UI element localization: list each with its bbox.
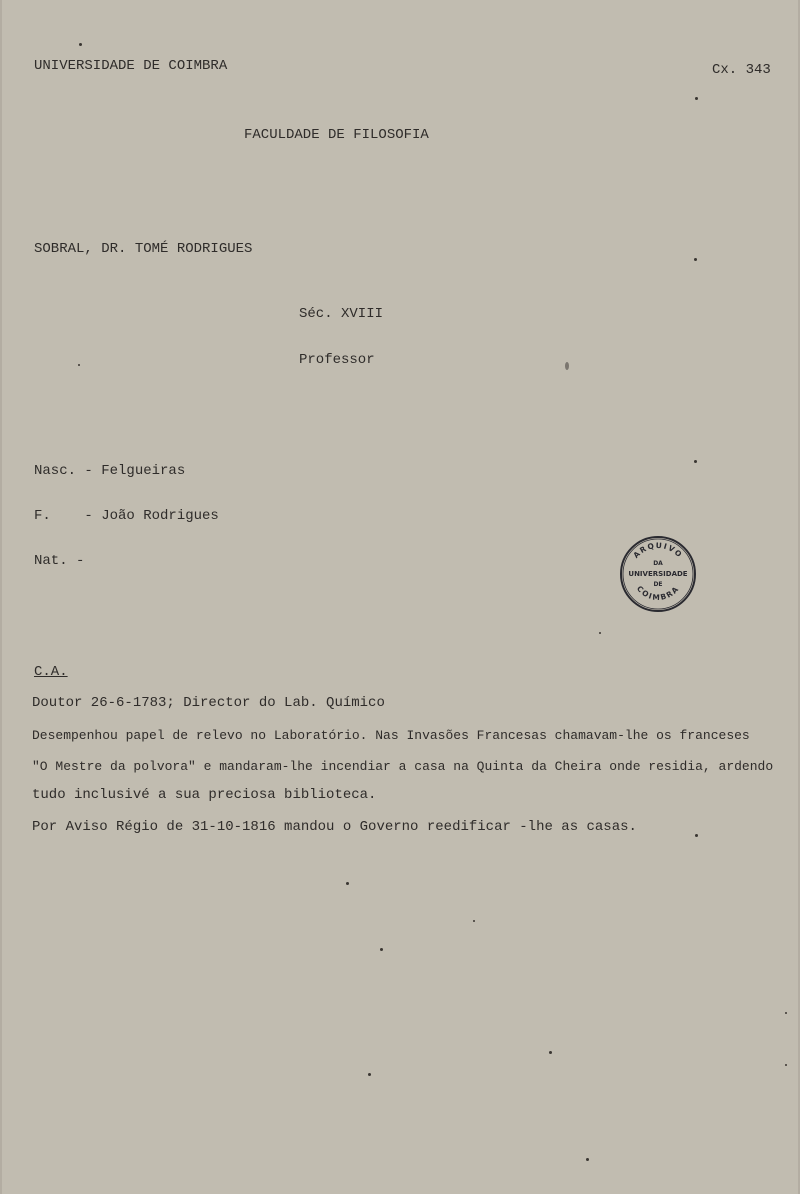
paper-speck <box>694 460 697 463</box>
paper-speck <box>346 882 349 885</box>
paper-speck <box>78 364 80 366</box>
natural-field: Nat. - <box>34 553 85 569</box>
paper-speck <box>785 1064 787 1066</box>
note-line: "O Mestre da polvora" e mandaram-lhe incendiar a casa na Quinta da Cheira onde residia, ardendo <box>32 759 774 774</box>
stamp-da: DA <box>653 560 663 567</box>
note-line: Desempenhou papel de relevo no Laboratório. Nas Invasões Francesas chamavam-lhe os franceses <box>32 728 750 743</box>
box-reference: Cx. 343 <box>712 62 771 78</box>
note-line: Por Aviso Régio de 31-10-1816 mandou o Governo reedificar -lhe as casas. <box>32 819 637 835</box>
note-line: Doutor 26-6-1783; Director do Lab. Químico <box>32 695 385 711</box>
stamp-top-text: ARQUIVO <box>631 540 685 560</box>
note-line: tudo inclusivé a sua preciosa biblioteca. <box>32 787 377 803</box>
paper-speck <box>695 834 698 837</box>
birth-field: Nasc. - Felgueiras <box>34 463 186 479</box>
archive-stamp <box>619 535 697 613</box>
paper-speck <box>380 948 383 951</box>
paper-speck <box>565 362 569 370</box>
century-label: Séc. XVIII <box>299 306 384 322</box>
subject-name: SOBRAL, DR. TOMÉ RODRIGUES <box>34 241 253 257</box>
paper-speck <box>586 1158 589 1161</box>
paper-speck <box>368 1073 371 1076</box>
faculty-title: FACULDADE DE FILOSOFIA <box>244 127 429 143</box>
paper-speck <box>599 632 601 634</box>
institution-header: UNIVERSIDADE DE COIMBRA <box>34 58 228 74</box>
paper-speck <box>695 97 698 100</box>
paper-speck <box>473 920 475 922</box>
stamp-universidade: UNIVERSIDADE <box>628 570 688 578</box>
paper-speck <box>79 43 82 46</box>
paper-speck <box>694 258 697 261</box>
stamp-bottom-text: COIMBRA <box>634 584 682 603</box>
stamp-de: DE <box>653 581 663 588</box>
role-label: Professor <box>299 352 375 368</box>
father-field: F. - João Rodrigues <box>34 508 219 524</box>
notes-heading: C.A. <box>34 664 68 680</box>
paper-speck <box>549 1051 552 1054</box>
paper-speck <box>785 1012 787 1014</box>
